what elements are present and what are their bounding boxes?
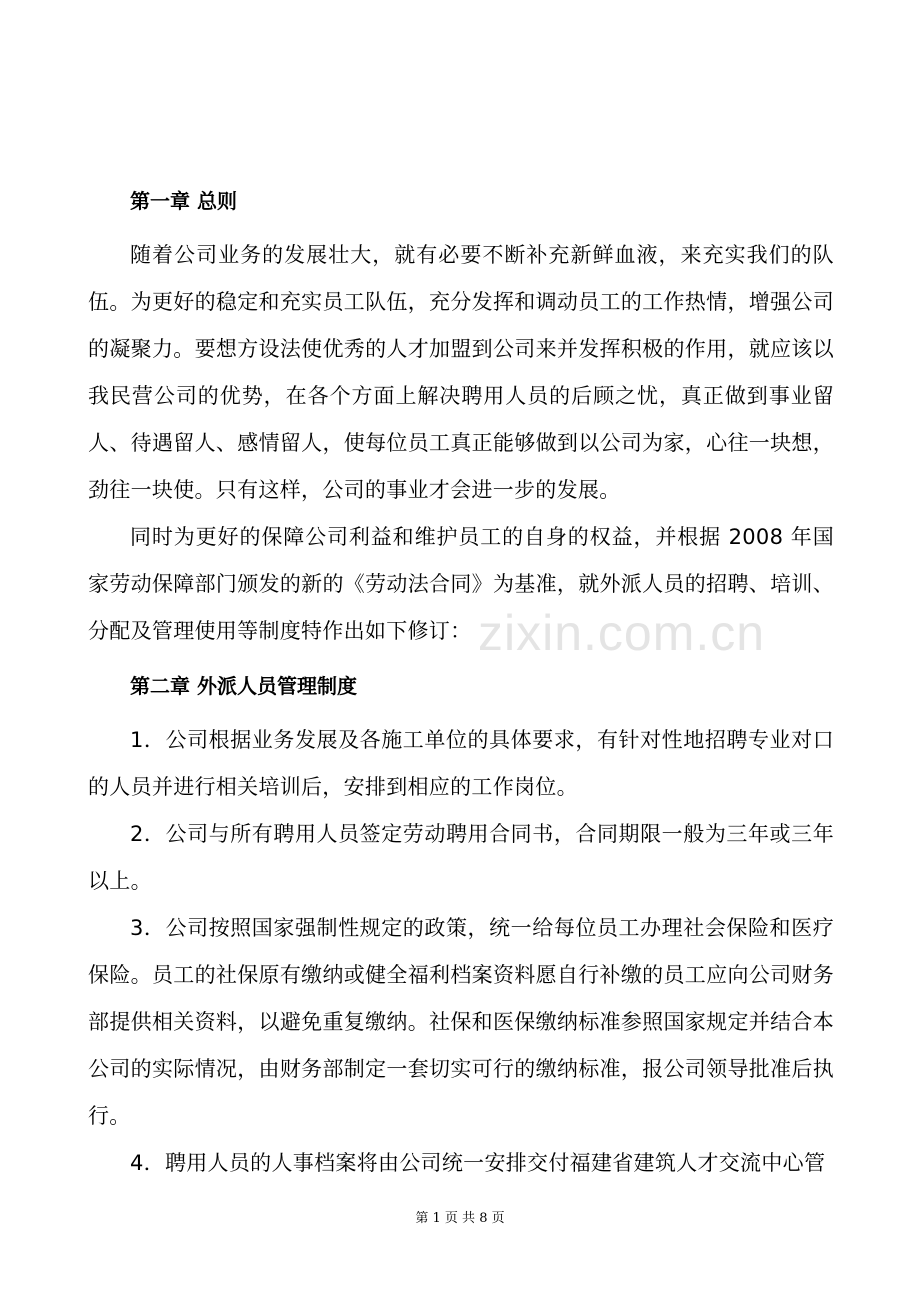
chapter-2-item-1: 1．公司根据业务发展及各施工单位的具体要求，有针对性地招聘专业对口的人员并进行相关培训后，安排到相应的工作岗位。 — [88, 728, 834, 799]
chapter-2-item-3: 3．公司按照国家强制性规定的政策，统一给每位员工办理社会保险和医疗保险。员工的社保原有缴纳或健全福利档案资料愿自行补缴的员工应向公司财务部提供相关资料，以避免重复缴纳。社保和医保缴纳标准参照国家规定并结合本公司的实际情况，由财务部制定一套切实可行的缴纳标准，报公司领导批准后执行。 — [88, 916, 834, 1128]
chapter-2-heading: 第二章 外派人员管理制度 — [130, 674, 357, 698]
chapter-1-paragraph-2: 同时为更好的保障公司利益和维护员工的自身的权益，并根据 2008 年国家劳动保障部门颁发的新的《劳动法合同》为基准，就外派人员的招聘、培训、分配及管理使用等制度特作出如下修订： — [88, 525, 834, 643]
chapter-1-paragraph-1: 随着公司业务的发展壮大，就有必要不断补充新鲜血液，来充实我们的队伍。为更好的稳定和充实员工队伍，充分发挥和调动员工的工作热情，增强公司的凝聚力。要想方设法使优秀的人才加盟到公司来并发挥积极的作用，就应该以我民营公司的优势，在各个方面上解决聘用人员的后顾之忧，真正做到事业留人、待遇留人、感情留人，使每位员工真正能够做到以公司为家，心往一块想，劲往一块使。只有这样，公司的事业才会进一步的发展。 — [88, 243, 834, 502]
chapter-2-item-2: 2．公司与所有聘用人员签定劳动聘用合同书，合同期限一般为三年或三年以上。 — [88, 822, 834, 893]
document-body — [88, 186, 834, 1187]
chapter-1-heading: 第一章 总则 — [130, 189, 237, 213]
chapter-2-item-4: 4．聘用人员的人事档案将由公司统一安排交付福建省建筑人才交流中心管 — [130, 1151, 826, 1175]
watermark: zixin.com.cn — [478, 605, 766, 661]
page-footer: 第 1 页 共 8 页 — [415, 1211, 505, 1226]
